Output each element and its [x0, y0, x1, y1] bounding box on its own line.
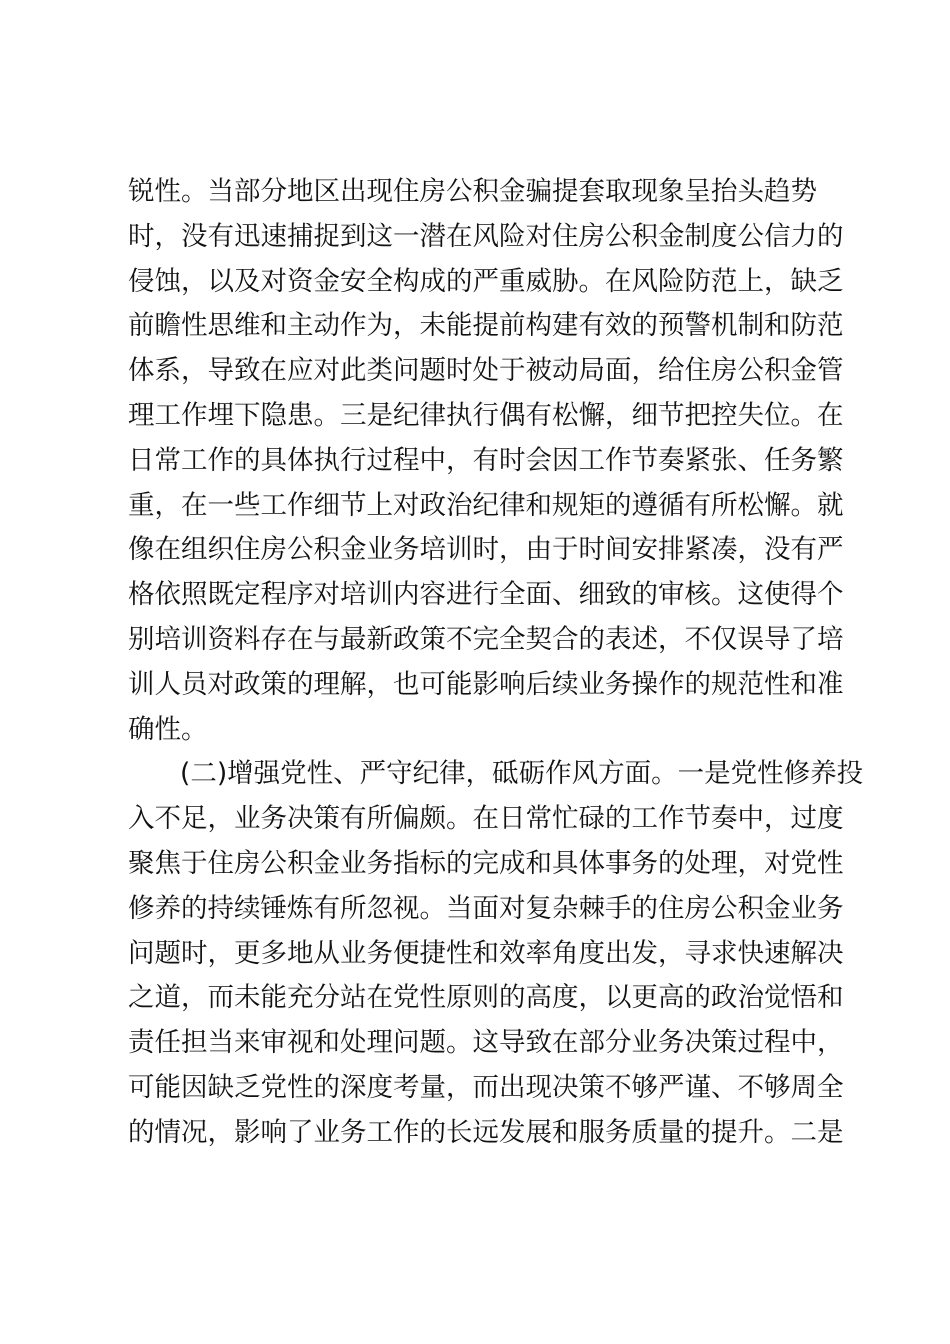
text-line: 重，在一些工作细节上对政治纪律和规矩的遵循有所松懈。就	[128, 489, 844, 521]
text-line: 之道，而未能充分站在党性原则的高度，以更高的政治觉悟和	[128, 982, 844, 1014]
text-line: 体系，导致在应对此类问题时处于被动局面，给住房公积金管	[128, 355, 844, 387]
text-line: 入不足，业务决策有所偏颇。在日常忙碌的工作节奏中，过度	[128, 803, 844, 835]
text-line: 问题时，更多地从业务便捷性和效率角度出发，寻求快速解决	[128, 937, 844, 969]
text-line: 确性。	[128, 713, 208, 745]
text-line: 锐性。当部分地区出现住房公积金骗提套取现象呈抬头趋势	[128, 176, 817, 207]
text-line: 理工作埋下隐患。三是纪律执行偶有松懈，细节把控失位。在	[128, 399, 844, 431]
text-line: 聚焦于住房公积金业务指标的完成和具体事务的处理，对党性	[128, 847, 844, 879]
body-text	[128, 170, 864, 1156]
text-line: 可能因缺乏党性的深度考量，而出现决策不够严谨、不够周全	[128, 1071, 844, 1103]
text-line: 责任担当来审视和处理问题。这导致在部分业务决策过程中，	[128, 1027, 844, 1059]
text-line: 的情况，影响了业务工作的长远发展和服务质量的提升。二是	[128, 1116, 844, 1148]
section-heading-line: (二)增强党性、严守纪律，砥砺作风方面。一是党性修养投	[180, 758, 864, 790]
text-line: 前瞻性思维和主动作为，未能提前构建有效的预警机制和防范	[128, 310, 844, 342]
text-line: 像在组织住房公积金业务培训时，由于时间安排紧凑，没有严	[128, 534, 844, 566]
text-line: 日常工作的具体执行过程中，有时会因工作节奏紧张、任务繁	[128, 444, 844, 476]
text-line: 时，没有迅速捕捉到这一潜在风险对住房公积金制度公信力的	[128, 220, 844, 252]
text-line: 修养的持续锤炼有所忽视。当面对复杂棘手的住房公积金业务	[128, 892, 844, 924]
text-line: 别培训资料存在与最新政策不完全契合的表述，不仅误导了培	[128, 623, 844, 655]
text-line: 训人员对政策的理解，也可能影响后续业务操作的规范性和准	[128, 668, 844, 700]
text-line: 格依照既定程序对培训内容进行全面、细致的审核。这使得个	[128, 579, 844, 611]
text-line: 侵蚀，以及对资金安全构成的严重威胁。在风险防范上，缺乏	[128, 265, 844, 297]
